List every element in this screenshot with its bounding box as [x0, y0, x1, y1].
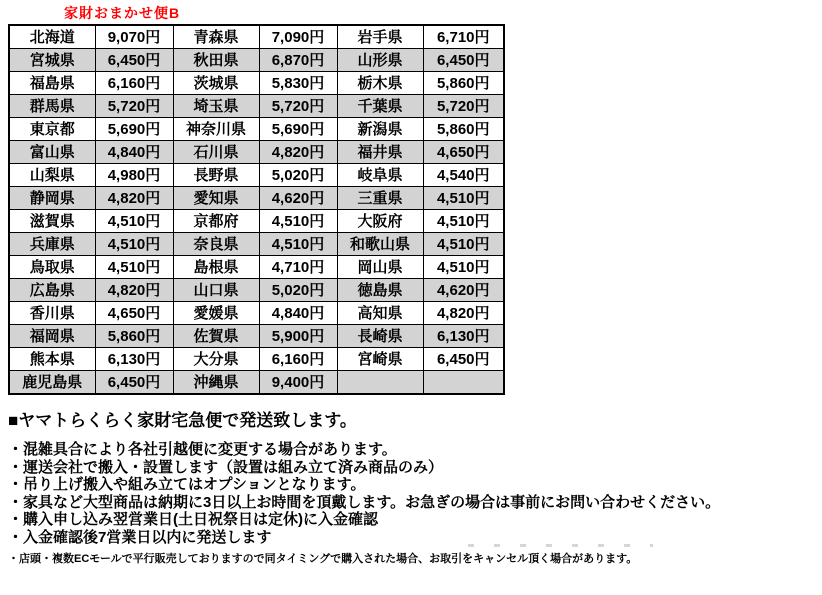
price-cell: 4,510円 — [423, 256, 504, 279]
price-cell: 5,720円 — [423, 95, 504, 118]
price-cell: 4,510円 — [423, 210, 504, 233]
prefecture-cell — [337, 371, 423, 395]
table-row — [9, 25, 504, 49]
table-row — [9, 279, 504, 302]
table-row — [9, 256, 504, 279]
prefecture-cell: 熊本県 — [9, 348, 95, 371]
shipping-fee-table-body — [9, 25, 504, 394]
prefecture-cell: 山梨県 — [9, 164, 95, 187]
price-cell: 6,450円 — [95, 49, 173, 72]
price-cell: 4,820円 — [423, 302, 504, 325]
price-cell — [423, 371, 504, 395]
prefecture-cell: 香川県 — [9, 302, 95, 325]
price-cell: 4,510円 — [95, 233, 173, 256]
price-cell: 4,540円 — [423, 164, 504, 187]
shipping-note-item: ・購入申し込み翌営業日(土日祝祭日は定休)に入金確認 — [8, 511, 378, 528]
price-cell: 4,840円 — [95, 141, 173, 164]
prefecture-cell: 愛知県 — [173, 187, 259, 210]
price-cell: 4,710円 — [259, 256, 337, 279]
table-row — [9, 210, 504, 233]
price-cell: 6,710円 — [423, 25, 504, 49]
table-row — [9, 325, 504, 348]
shipping-note-item: ・家具など大型商品は納期に3日以上お時間を頂戴します。お急ぎの場合は事前にお問い合わせください。 — [8, 493, 721, 511]
price-cell: 5,860円 — [95, 325, 173, 348]
prefecture-cell: 鹿児島県 — [9, 371, 95, 395]
prefecture-cell: 福島県 — [9, 72, 95, 95]
prefecture-cell: 秋田県 — [173, 49, 259, 72]
prefecture-cell: 兵庫県 — [9, 233, 95, 256]
price-cell: 5,720円 — [95, 95, 173, 118]
prefecture-cell: 福井県 — [337, 141, 423, 164]
prefecture-cell: 山形県 — [337, 49, 423, 72]
prefecture-cell: 茨城県 — [173, 72, 259, 95]
price-cell: 4,510円 — [95, 256, 173, 279]
prefecture-cell: 大阪府 — [337, 210, 423, 233]
table-row — [9, 187, 504, 210]
prefecture-cell: 静岡県 — [9, 187, 95, 210]
price-cell: 4,510円 — [259, 233, 337, 256]
price-cell: 5,690円 — [259, 118, 337, 141]
price-cell: 9,400円 — [259, 371, 337, 395]
table-row — [9, 371, 504, 395]
price-cell: 6,450円 — [423, 348, 504, 371]
table-row — [9, 118, 504, 141]
shipping-fee-table — [8, 24, 505, 395]
table-row — [9, 141, 504, 164]
price-cell: 6,160円 — [259, 348, 337, 371]
prefecture-cell: 神奈川県 — [173, 118, 259, 141]
price-cell: 4,820円 — [95, 187, 173, 210]
prefecture-cell: 滋賀県 — [9, 210, 95, 233]
price-cell: 5,720円 — [259, 95, 337, 118]
price-cell: 4,650円 — [423, 141, 504, 164]
price-cell: 5,900円 — [259, 325, 337, 348]
prefecture-cell: 北海道 — [9, 25, 95, 49]
prefecture-cell: 鳥取県 — [9, 256, 95, 279]
prefecture-cell: 群馬県 — [9, 95, 95, 118]
cancellation-note: ・店頭・複数ECモールで平行販売しておりますので同タイミングで購入された場合、お取引をキャンセル頂く場合があります。 — [8, 553, 638, 565]
prefecture-cell: 千葉県 — [337, 95, 423, 118]
shipping-note-item: ・運送会社で搬入・設置します（設置は組み立て済み商品のみ） — [8, 458, 444, 476]
price-cell: 5,020円 — [259, 279, 337, 302]
prefecture-cell: 沖縄県 — [173, 371, 259, 395]
shipping-note-item: ・混雑具合により各社引越便に変更する場合があります。 — [8, 441, 397, 458]
prefecture-cell: 山口県 — [173, 279, 259, 302]
price-cell: 6,130円 — [423, 325, 504, 348]
price-cell: 4,820円 — [95, 279, 173, 302]
prefecture-cell: 埼玉県 — [173, 95, 259, 118]
price-cell: 4,510円 — [95, 210, 173, 233]
prefecture-cell: 三重県 — [337, 187, 423, 210]
price-cell: 4,620円 — [423, 279, 504, 302]
price-cell: 4,510円 — [259, 210, 337, 233]
price-cell: 7,090円 — [259, 25, 337, 49]
price-cell: 6,130円 — [95, 348, 173, 371]
price-cell: 9,070円 — [95, 25, 173, 49]
prefecture-cell: 高知県 — [337, 302, 423, 325]
prefecture-cell: 広島県 — [9, 279, 95, 302]
table-row — [9, 72, 504, 95]
price-cell: 6,450円 — [95, 371, 173, 395]
prefecture-cell: 島根県 — [173, 256, 259, 279]
price-cell: 4,840円 — [259, 302, 337, 325]
prefecture-cell: 和歌山県 — [337, 233, 423, 256]
table-row — [9, 302, 504, 325]
price-cell: 5,860円 — [423, 72, 504, 95]
price-cell: 4,650円 — [95, 302, 173, 325]
prefecture-cell: 岡山県 — [337, 256, 423, 279]
prefecture-cell: 宮城県 — [9, 49, 95, 72]
prefecture-cell: 愛媛県 — [173, 302, 259, 325]
prefecture-cell: 福岡県 — [9, 325, 95, 348]
prefecture-cell: 長崎県 — [337, 325, 423, 348]
price-cell: 6,450円 — [423, 49, 504, 72]
table-row — [9, 348, 504, 371]
price-cell: 5,860円 — [423, 118, 504, 141]
shipping-note-item: ・吊り上げ搬入や組み立てはオプションとなります。 — [8, 476, 366, 493]
price-cell: 5,830円 — [259, 72, 337, 95]
price-cell: 5,020円 — [259, 164, 337, 187]
price-cell: 5,690円 — [95, 118, 173, 141]
shipping-notes-list — [8, 441, 818, 546]
prefecture-cell: 新潟県 — [337, 118, 423, 141]
prefecture-cell: 富山県 — [9, 141, 95, 164]
table-row — [9, 95, 504, 118]
faint-artifact-dashes — [468, 544, 653, 547]
table-row — [9, 49, 504, 72]
prefecture-cell: 京都府 — [173, 210, 259, 233]
prefecture-cell: 奈良県 — [173, 233, 259, 256]
table-title: 家財おまかせ便B — [64, 5, 181, 21]
prefecture-cell: 岐阜県 — [337, 164, 423, 187]
shipping-method-heading: ■ヤマトらくらく家財宅急便で発送致します。 — [8, 411, 357, 430]
prefecture-cell: 岩手県 — [337, 25, 423, 49]
prefecture-cell: 石川県 — [173, 141, 259, 164]
prefecture-cell: 長野県 — [173, 164, 259, 187]
shipping-notes-section — [8, 411, 818, 566]
prefecture-cell: 栃木県 — [337, 72, 423, 95]
price-cell: 4,820円 — [259, 141, 337, 164]
table-row — [9, 233, 504, 256]
price-cell: 6,870円 — [259, 49, 337, 72]
prefecture-cell: 青森県 — [173, 25, 259, 49]
price-cell: 4,620円 — [259, 187, 337, 210]
prefecture-cell: 東京都 — [9, 118, 95, 141]
shipping-note-item: ・入金確認後7営業日以内に発送します — [8, 528, 272, 546]
price-cell: 4,510円 — [423, 233, 504, 256]
prefecture-cell: 大分県 — [173, 348, 259, 371]
table-row — [9, 164, 504, 187]
prefecture-cell: 佐賀県 — [173, 325, 259, 348]
price-cell: 6,160円 — [95, 72, 173, 95]
price-cell: 4,980円 — [95, 164, 173, 187]
price-cell: 4,510円 — [423, 187, 504, 210]
prefecture-cell: 宮崎県 — [337, 348, 423, 371]
prefecture-cell: 徳島県 — [337, 279, 423, 302]
